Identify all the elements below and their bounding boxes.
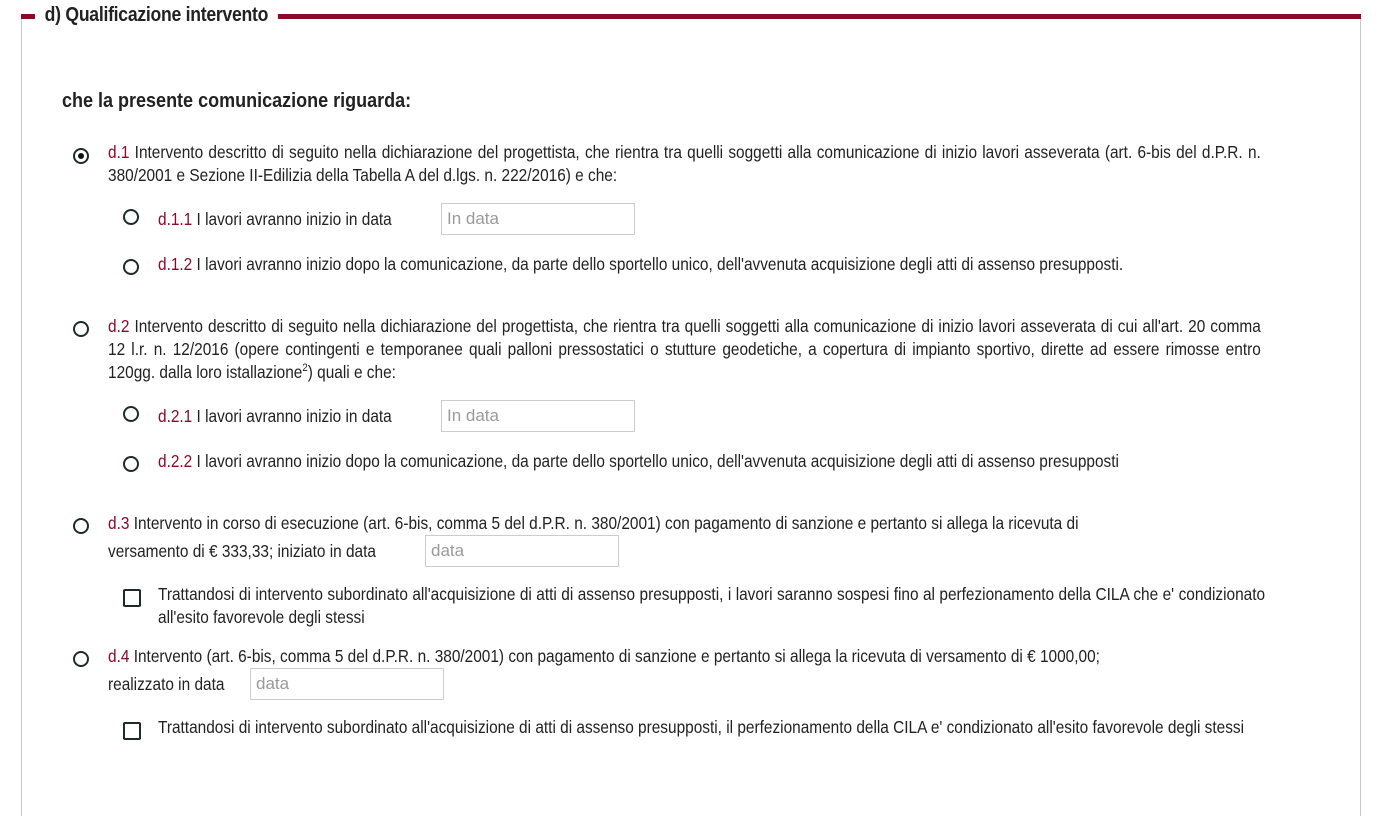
footnote-ref[interactable]: 2 — [302, 362, 308, 375]
option-code: d.1.2 — [158, 254, 193, 274]
option-code: d.1 — [108, 142, 130, 162]
option-text: Intervento (art. 6-bis, comma 5 del d.P.R. n. 380/2001) con pagamento di sanzione e pertanto si allega la ricevuta di versamento di € 1000,00; — [133, 646, 1100, 666]
option-code: d.2.2 — [158, 451, 193, 471]
option-d2-1-label — [158, 405, 392, 428]
option-text: Intervento descritto di seguito nella dichiarazione del progettista, che rientra tra quelli soggetti alla comunicazione di inizio lavori asseverata di cui all'art. 20 comma 12 l.r. n. 12/2016 (opere contingenti e temporanee quali palloni pressostatici o stutture geodetiche, a copertura di impianto sportivo, dirette ad essere rimosse entro 120gg. dalla loro istallazione — [108, 316, 1261, 382]
section-title: d) Qualificazione intervento — [35, 4, 278, 27]
option-code: d.1.1 — [158, 209, 193, 229]
option-d3-line2: versamento di € 333,33; iniziato in data — [108, 541, 376, 561]
intro-heading: che la presente comunicazione riguarda: — [62, 90, 412, 112]
radio-d4[interactable] — [73, 651, 89, 667]
radio-d1-2[interactable] — [123, 259, 139, 275]
option-text: I lavori avranno inizio in data — [196, 209, 392, 229]
option-code: d.2 — [108, 316, 130, 336]
option-text-end: ) quali e che: — [307, 362, 396, 382]
checkbox-text: Trattandosi di intervento subordinato all'acquisizione di atti di assenso presupposti, i lavori saranno sospesi fino al perfezionamento della CILA che e' condizionato all'esito favorevole degli stessi — [158, 584, 1266, 627]
option-text: Intervento in corso di esecuzione (art. 6-bis, comma 5 del d.P.R. n. 380/2001) con pagamento di sanzione e pertanto si allega la ricevuta di — [133, 513, 1079, 533]
option-code: d.2.1 — [158, 406, 193, 426]
date-input-d4[interactable] — [250, 668, 444, 700]
option-d1 — [108, 141, 1261, 187]
option-d4-line1 — [108, 645, 1100, 668]
radio-d1[interactable] — [73, 148, 89, 164]
option-text: Intervento descritto di seguito nella dichiarazione del progettista, che rientra tra quelli soggetti alla comunicazione di inizio lavori asseverata (art. 6-bis del d.P.R. n. 380/2001 e Sezione II-Edilizia della Tabella A del d.lgs. n. 222/2016) e che: — [108, 142, 1261, 185]
date-input-d1-1[interactable] — [441, 203, 635, 235]
option-code: d.4 — [108, 646, 130, 666]
radio-d2-2[interactable] — [123, 456, 139, 472]
radio-d1-1[interactable] — [123, 209, 139, 225]
option-d1-2 — [158, 253, 1265, 276]
option-d2 — [108, 315, 1261, 384]
date-input-d2-1[interactable] — [441, 400, 635, 432]
option-text: I lavori avranno inizio dopo la comunicazione, da parte dello sportello unico, dell'avvenuta acquisizione degli atti di assenso presupposti. — [196, 254, 1124, 274]
checkbox-d3-suspension[interactable] — [123, 589, 141, 607]
radio-d2-1[interactable] — [123, 406, 139, 422]
checkbox-d3-label — [158, 583, 1265, 629]
option-d4-line2: realizzato in data — [108, 674, 225, 694]
checkbox-d4-condition[interactable] — [123, 722, 141, 740]
checkbox-text: Trattandosi di intervento subordinato all'acquisizione di atti di assenso presupposti, il perfezionamento della CILA e' condizionato all'esito favorevole degli stessi — [158, 717, 1245, 737]
option-d1-1-label — [158, 208, 392, 231]
checkbox-d4-label — [158, 716, 1265, 739]
option-d3-line1 — [108, 512, 1079, 535]
option-text: I lavori avranno inizio dopo la comunicazione, da parte dello sportello unico, dell'avvenuta acquisizione degli atti di assenso presupposti — [196, 451, 1119, 471]
option-text: I lavori avranno inizio in data — [196, 406, 392, 426]
radio-d3[interactable] — [73, 518, 89, 534]
radio-d2[interactable] — [73, 321, 89, 337]
option-code: d.3 — [108, 513, 130, 533]
option-d2-2 — [158, 450, 1265, 473]
date-input-d3[interactable] — [425, 535, 619, 567]
